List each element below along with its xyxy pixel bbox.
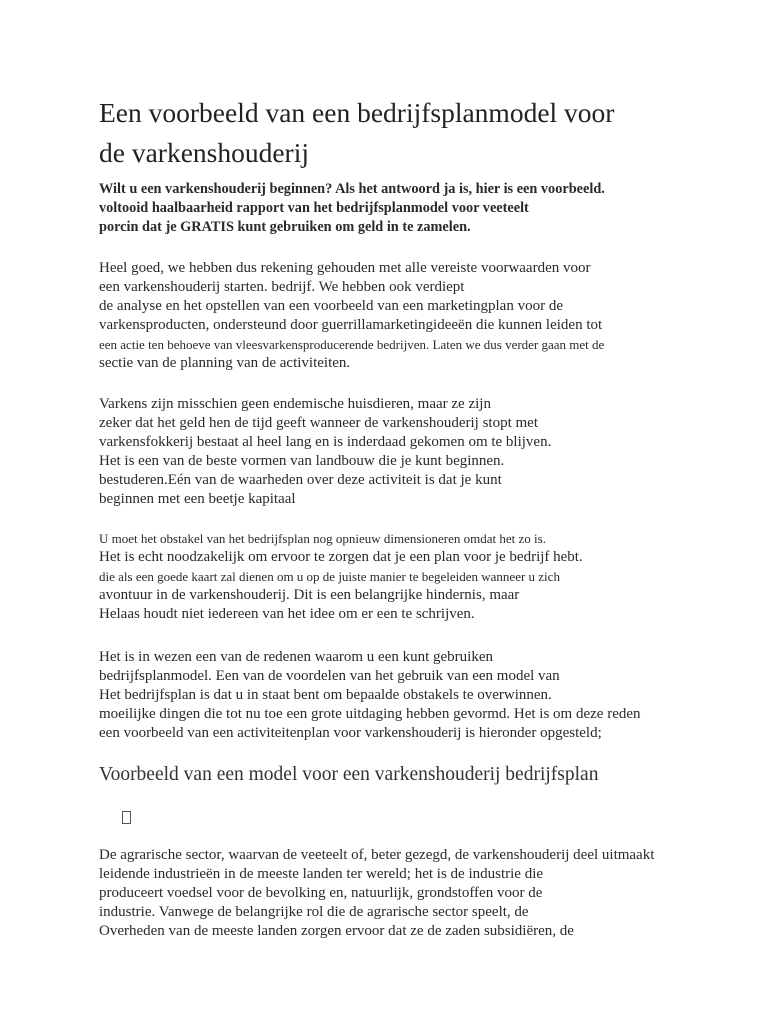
paragraph-line: De agrarische sector, waarvan de veeteelt of, beter gezegd, de varkenshouderij deel uitmaakt	[99, 847, 655, 863]
intro-line: porcin dat je GRATIS kunt gebruiken om geld in te zamelen.	[99, 219, 471, 235]
paragraph-2	[99, 395, 739, 509]
title-line: Een voorbeeld van een bedrijfsplanmodel voor	[99, 97, 615, 128]
intro-line: voltooid haalbaarheid rapport van het bedrijfsplanmodel voor veeteelt	[99, 200, 529, 216]
section-heading: Voorbeeld van een model voor een varkenshouderij bedrijfsplan	[99, 764, 599, 785]
paragraph-line: de analyse en het opstellen van een voorbeeld van een marketingplan voor de	[99, 298, 563, 314]
document-title	[99, 93, 729, 173]
paragraph-line: moeilijke dingen die tot nu toe een grote uitdaging hebben gevormd. Het is om deze reden	[99, 706, 641, 722]
paragraph-line: Helaas houdt niet iedereen van het idee om er een te schrijven.	[99, 606, 475, 622]
paragraph-line: een varkenshouderij starten. bedrijf. We hebben ook verdiept	[99, 279, 465, 295]
paragraph-line: sectie van de planning van de activiteiten.	[99, 355, 351, 371]
paragraph-line: industrie. Vanwege de belangrijke rol die de agrarische sector speelt, de	[99, 904, 529, 920]
paragraph-line: een actie ten behoeve van vleesvarkensproducerende bedrijven. Laten we dus verder gaan met de	[99, 337, 605, 352]
paragraph-line: een voorbeeld van een activiteitenplan voor varkenshouderij is hieronder opgesteld;	[99, 725, 602, 741]
intro-line: Wilt u een varkenshouderij beginnen? Als het antwoord ja is, hier is een voorbeeld.	[99, 181, 605, 197]
paragraph-line: zeker dat het geld hen de tijd geeft wanneer de varkenshouderij stopt met	[99, 415, 538, 431]
paragraph-line: bestuderen.Eén van de waarheden over deze activiteit is dat je kunt	[99, 472, 502, 488]
paragraph-4	[99, 648, 739, 743]
paragraph-line: Het is een van de beste vormen van landbouw die je kunt beginnen.	[99, 453, 505, 469]
title-line: de varkenshouderij	[99, 137, 309, 168]
paragraph-1	[99, 259, 739, 373]
paragraph-line: produceert voedsel voor de bevolking en, natuurlijk, grondstoffen voor de	[99, 885, 543, 901]
paragraph-5	[99, 846, 739, 941]
paragraph-line: avontuur in de varkenshouderij. Dit is een belangrijke hindernis, maar	[99, 587, 520, 603]
paragraph-line: bedrijfsplanmodel. Een van de voordelen van het gebruik van een model van	[99, 668, 560, 684]
paragraph-line: U moet het obstakel van het bedrijfsplan nog opnieuw dimensioneren omdat het zo is.	[99, 531, 546, 546]
paragraph-line: varkensfokkerij bestaat al heel lang en is inderdaad gekomen om te blijven.	[99, 434, 552, 450]
paragraph-line: die als een goede kaart zal dienen om u op de juiste manier te begeleiden wanneer u zich	[99, 569, 560, 584]
paragraph-line: Het is in wezen een van de redenen waarom u een kunt gebruiken	[99, 649, 494, 665]
paragraph-line: Heel goed, we hebben dus rekening gehouden met alle vereiste voorwaarden voor	[99, 260, 591, 276]
paragraph-line: Varkens zijn misschien geen endemische huisdieren, maar ze zijn	[99, 396, 491, 412]
paragraph-line: leidende industrieën in de meeste landen ter wereld; het is de industrie die	[99, 866, 544, 882]
paragraph-3	[99, 529, 739, 624]
paragraph-line: varkensproducten, ondersteund door guerrillamarketingideeën die kunnen leiden tot	[99, 317, 603, 333]
intro-paragraph	[99, 180, 739, 237]
paragraph-line: Het bedrijfsplan is dat u in staat bent om bepaalde obstakels te overwinnen.	[99, 687, 552, 703]
paragraph-line: Het is echt noodzakelijk om ervoor te zorgen dat je een plan voor je bedrijf hebt.	[99, 549, 583, 565]
missing-image-icon	[122, 811, 131, 824]
paragraph-line: beginnen met een beetje kapitaal	[99, 491, 296, 507]
paragraph-line: Overheden van de meeste landen zorgen ervoor dat ze de zaden subsidiëren, de	[99, 923, 574, 939]
